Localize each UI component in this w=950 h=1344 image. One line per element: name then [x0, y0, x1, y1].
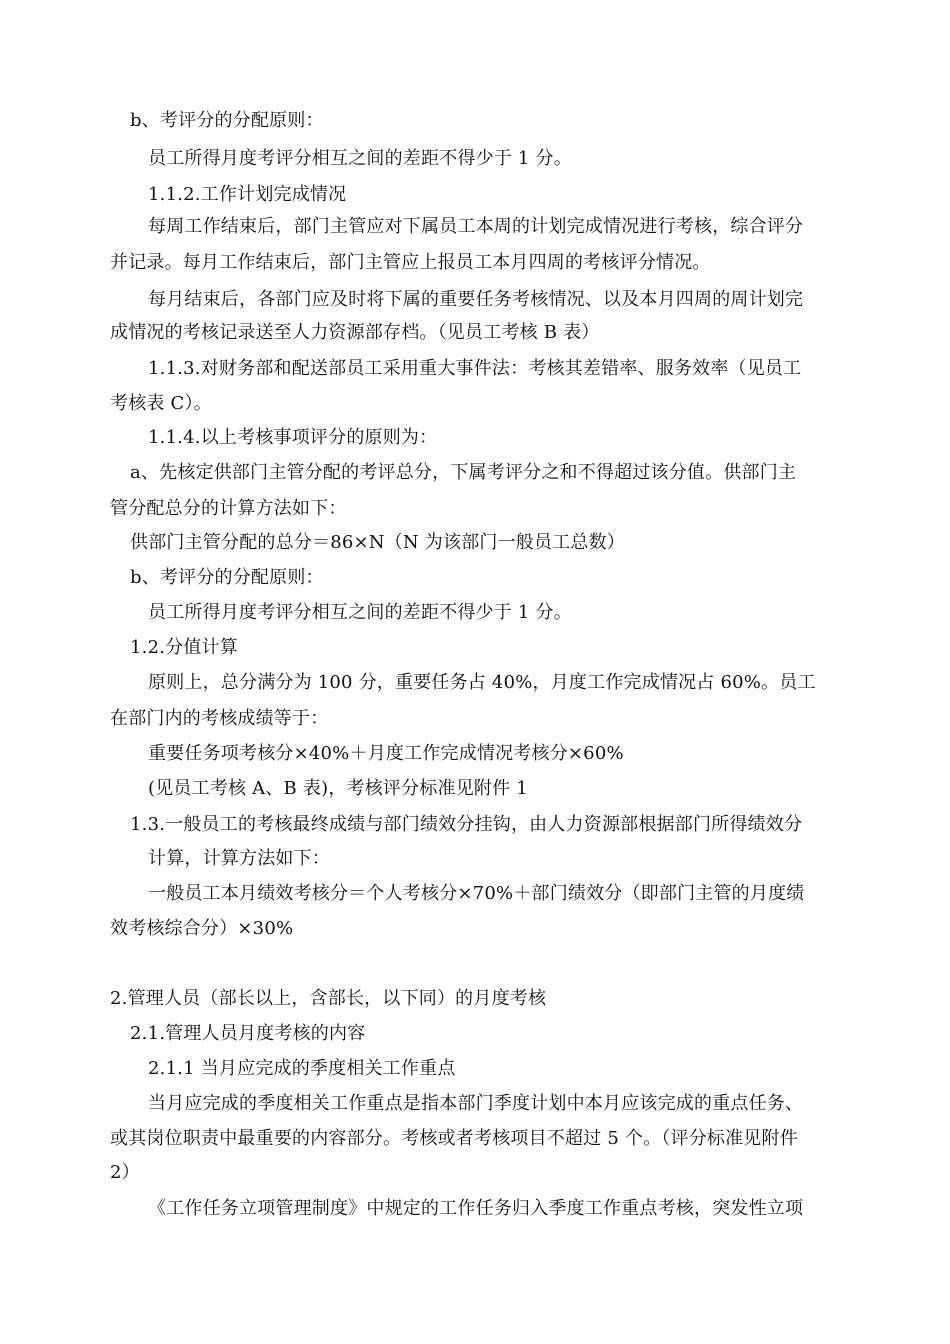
text-line: 2） [110, 1162, 140, 1183]
formula-line: 供部门主管分配的总分＝86×N（N 为该部门一般员工总数） [130, 532, 626, 553]
text-line: 在部门内的考核成绩等于： [110, 708, 329, 729]
section-heading: 2.1.1 当月应完成的季度相关工作重点 [148, 1058, 456, 1079]
text-line: 每周工作结束后，部门主管应对下属员工本周的计划完成情况进行考核，综合评分 [148, 216, 804, 237]
section-heading: 2.管理人员（部长以上，含部长，以下同）的月度考核 [110, 988, 547, 1009]
text-line: 《工作任务立项管理制度》中规定的工作任务归入季度工作重点考核，突发性立项 [148, 1198, 804, 1219]
section-heading: 1.1.4.以上考核事项评分的原则为： [148, 427, 438, 448]
text-line: 管分配总分的计算方法如下： [110, 498, 347, 519]
text-line: a、先核定供部门主管分配的考评总分，下属考评分之和不得超过该分值。供部门主 [130, 462, 797, 483]
text-line: 考核表 C）。 [110, 393, 212, 414]
text-line: 成情况的考核记录送至人力资源部存档。（见员工考核 B 表） [110, 322, 600, 343]
section-heading: 1.2.分值计算 [130, 637, 238, 658]
text-line: 员工所得月度考评分相互之间的差距不得少于 1 分。 [148, 602, 572, 623]
formula-line: 重要任务项考核分×40%＋月度工作完成情况考核分×60% [148, 743, 624, 764]
text-line: 计算，计算方法如下： [148, 848, 330, 869]
formula-line: 效考核综合分）×30% [110, 918, 294, 939]
text-line: 并记录。每月工作结束后，部门主管应上报员工本月四周的考核评分情况。 [110, 252, 711, 273]
section-heading: 1.1.3.对财务部和配送部员工采用重大事件法：考核其差错率、服务效率（见员工 [148, 358, 802, 379]
text-line: b、考评分的分配原则： [130, 110, 324, 131]
section-heading: 1.3.一般员工的考核最终成绩与部门绩效分挂钩，由人力资源部根据部门所得绩效分 [130, 814, 803, 835]
section-heading: 1.1.2.工作计划完成情况 [148, 184, 347, 205]
text-line: b、考评分的分配原则： [130, 567, 324, 588]
text-line: 原则上，总分满分为 100 分，重要任务占 40%，月度工作完成情况占 60%。员工 [148, 672, 816, 693]
section-heading: 2.1.管理人员月度考核的内容 [130, 1023, 366, 1044]
text-line: 每月结束后，各部门应及时将下属的重要任务考核情况、以及本月四周的周计划完 [148, 289, 804, 310]
text-line: 或其岗位职责中最重要的内容部分。考核或者考核项目不超过 5 个。（评分标准见附件 [110, 1128, 798, 1149]
text-line: 当月应完成的季度相关工作重点是指本部门季度计划中本月应该完成的重点任务、 [148, 1093, 804, 1114]
text-line: 员工所得月度考评分相互之间的差距不得少于 1 分。 [148, 148, 572, 169]
formula-line: 一般员工本月绩效考核分＝个人考核分×70%＋部门绩效分（即部门主管的月度绩 [148, 883, 805, 904]
text-line: (见员工考核 A、B 表)，考核评分标准见附件 1 [148, 778, 528, 799]
